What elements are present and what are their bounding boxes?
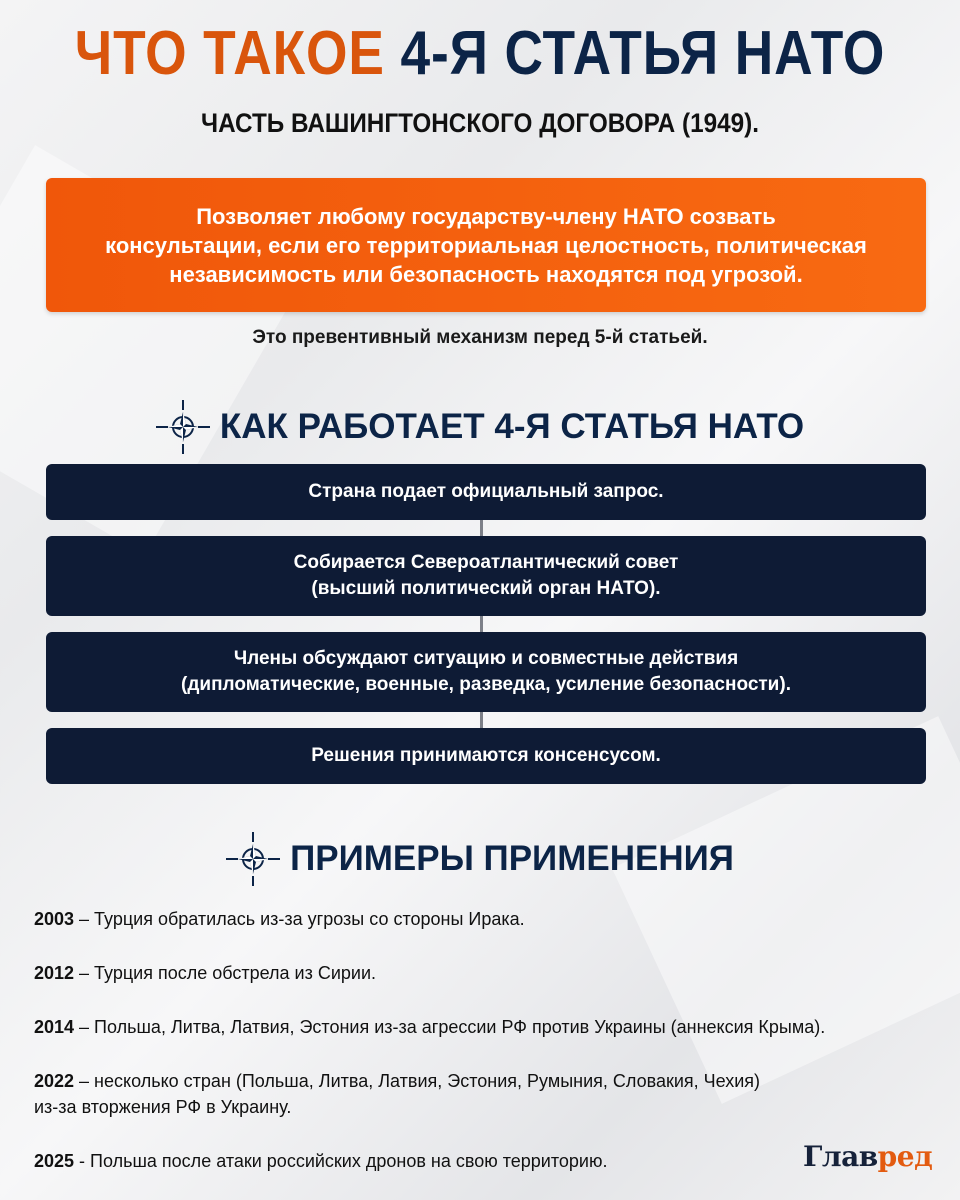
- example-item: [34, 1068, 760, 1120]
- step-text: (высший политический орган НАТО).: [311, 578, 661, 599]
- step-1: [46, 464, 926, 520]
- intro-note: Это превентивный механизм перед 5-й статьей.: [252, 327, 708, 348]
- step-3: [46, 632, 926, 712]
- nato-compass-icon: [226, 832, 280, 886]
- heading-text: ПРИМЕРЫ ПРИМЕНЕНИЯ: [290, 839, 734, 878]
- step-text: Собирается Североатлантический совет: [293, 552, 679, 573]
- title-part1: ЧТО ТАКОЕ: [74, 19, 385, 88]
- step-2: [46, 536, 926, 616]
- example-text: - Польша после атаки российских дронов на свою территорию.: [74, 1151, 608, 1171]
- example-text: – Турция обратилась из-за угрозы со стороны Ирака.: [74, 909, 525, 929]
- logo-part2: ред: [877, 1140, 933, 1173]
- example-year: 2022: [34, 1071, 75, 1091]
- nato-compass-icon: [156, 400, 210, 454]
- example-item: [34, 1014, 825, 1040]
- section-heading-how: [0, 400, 960, 454]
- intro-line: независимость или безопасность находятся под угрозой.: [169, 261, 803, 287]
- logo-part1: Глав: [803, 1140, 878, 1173]
- example-text: – несколько стран (Польша, Литва, Латвия, Эстония, Румыния, Словакия, Чехия): [74, 1071, 761, 1091]
- section-heading-examples: [0, 832, 960, 886]
- example-text: из-за вторжения РФ в Украину.: [34, 1097, 292, 1117]
- example-text: – Турция после обстрела из Сирии.: [74, 963, 377, 983]
- page-title: [67, 18, 893, 89]
- intro-line: Позволяет любому государству-члену НАТО созвать: [196, 203, 776, 229]
- step-text: Решения принимаются консенсусом.: [311, 745, 661, 766]
- example-year: 2014: [34, 1017, 75, 1037]
- example-year: 2003: [34, 909, 75, 929]
- intro-box: [46, 178, 926, 312]
- step-4: [46, 728, 926, 784]
- glavred-logo: [803, 1140, 932, 1173]
- subtitle: ЧАСТЬ ВАШИНГТОНСКОГО ДОГОВОРА (1949).: [201, 108, 759, 138]
- example-item: [34, 960, 376, 986]
- example-year: 2012: [34, 963, 75, 983]
- example-item: [34, 1148, 607, 1174]
- title-part2: 4-Я СТАТЬЯ НАТО: [400, 19, 886, 88]
- step-text: (дипломатические, военные, разведка, усиление безопасности).: [181, 674, 791, 695]
- example-year: 2025: [34, 1151, 75, 1171]
- heading-text: КАК РАБОТАЕТ 4-Я СТАТЬЯ НАТО: [219, 407, 805, 446]
- step-text: Члены обсуждают ситуацию и совместные действия: [233, 648, 739, 669]
- example-item: [34, 906, 525, 932]
- example-text: – Польша, Литва, Латвия, Эстония из-за агрессии РФ против Украины (аннексия Крыма).: [74, 1017, 826, 1037]
- intro-line: консультации, если его территориальная целостность, политическая: [105, 232, 867, 258]
- step-text: Страна подает официальный запрос.: [308, 481, 664, 502]
